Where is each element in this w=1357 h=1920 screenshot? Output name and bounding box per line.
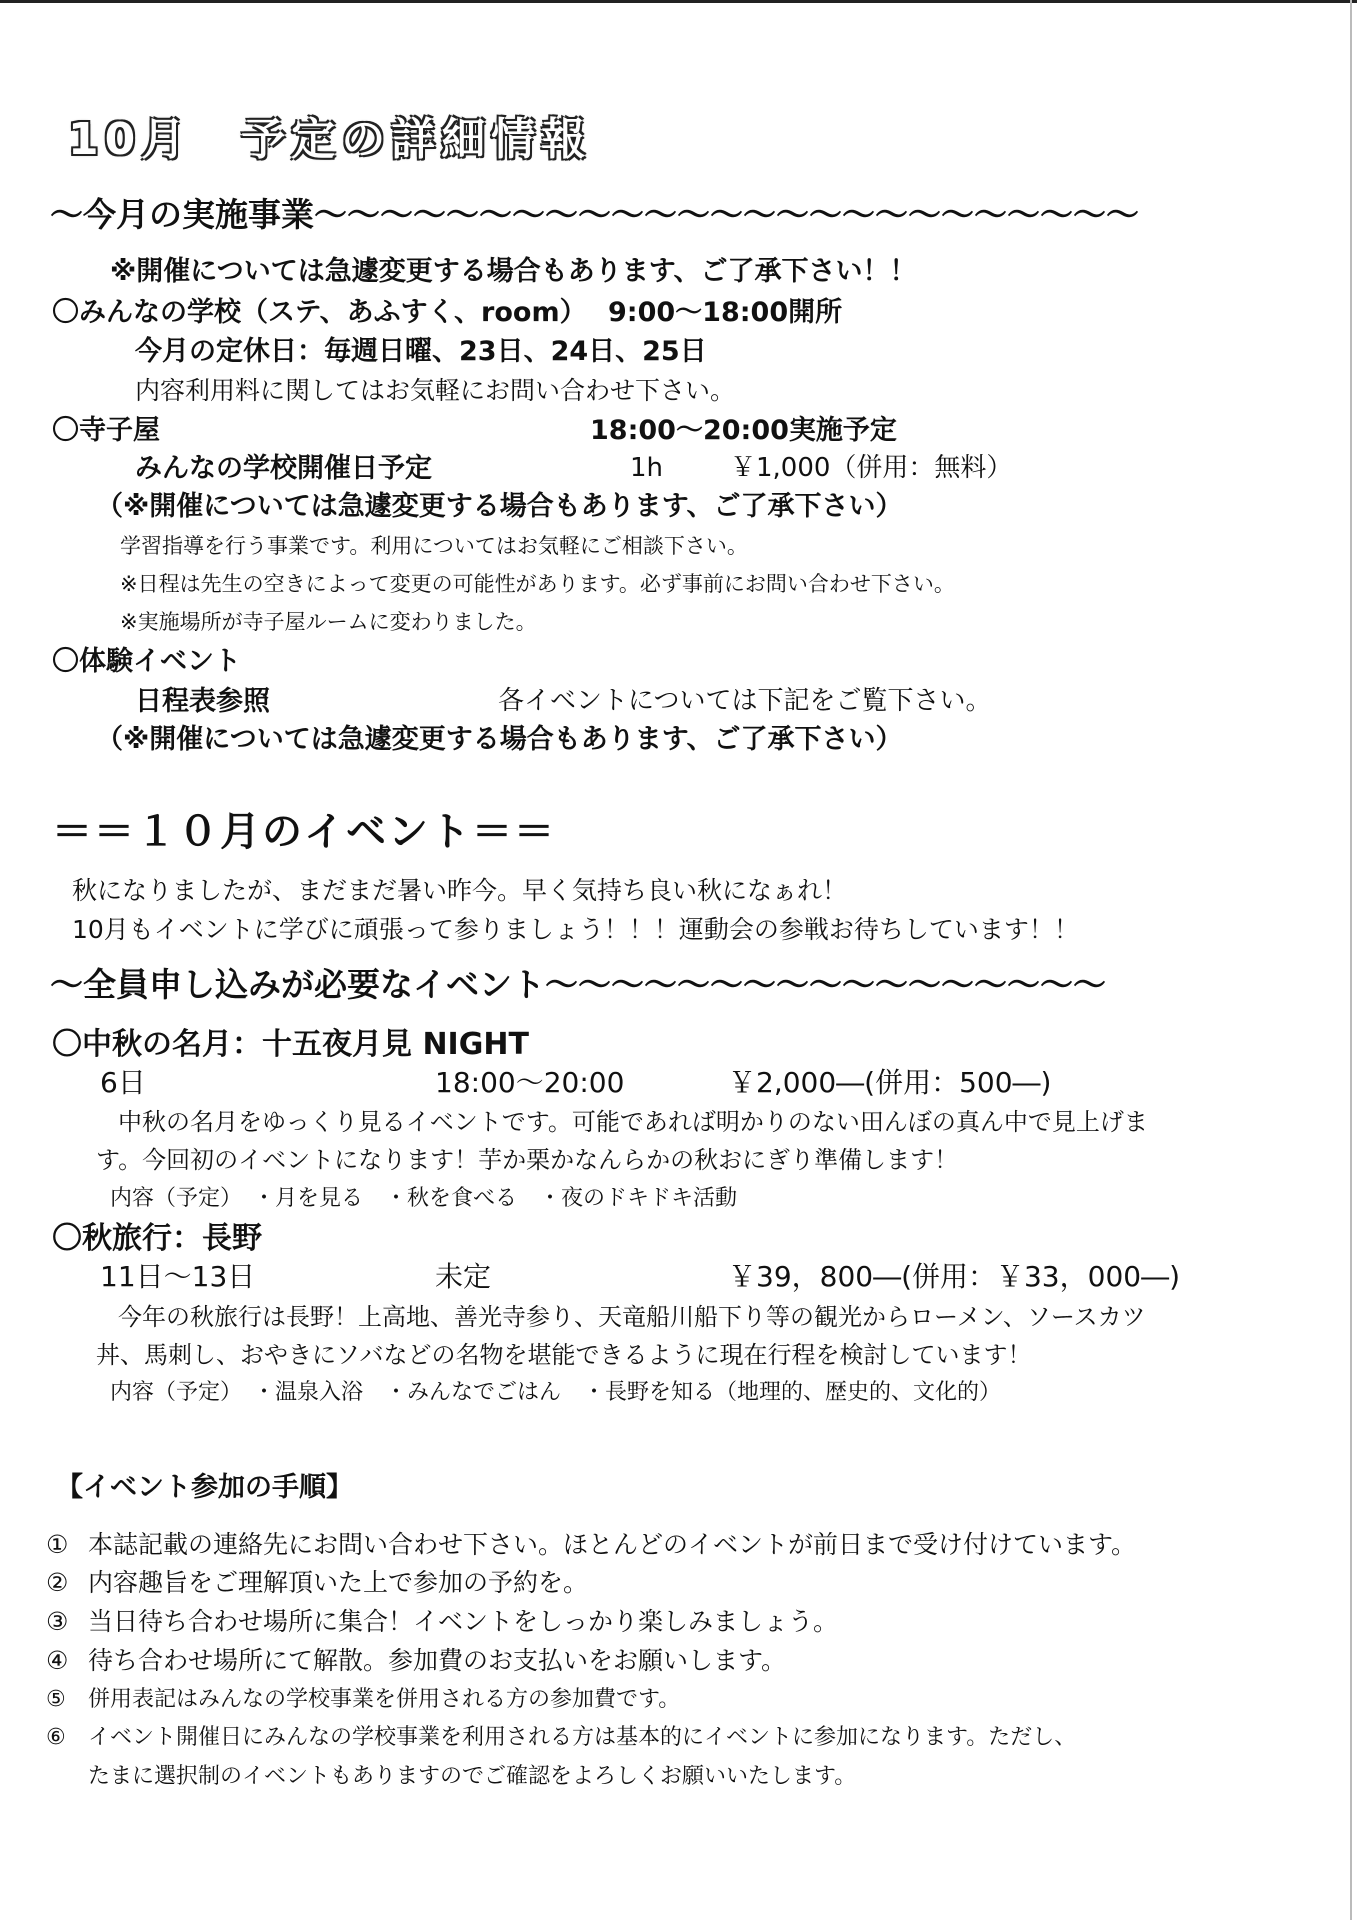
trip-event-name: 〇秋旅行：長野	[52, 1221, 262, 1256]
experience-schedule: 日程表参照	[135, 686, 270, 717]
moon-event-desc-1: 中秋の名月をゆっくり見るイベントです。可能であれば明かりのない田んぼの真ん中で見上げま	[118, 1108, 1148, 1136]
moon-event-time: 18:00～20:00	[435, 1066, 625, 1099]
terakoya-desc-1: 学習指導を行う事業です。利用についてはお気軽にご相談下さい。	[120, 534, 748, 558]
procedure-step-5	[46, 1689, 680, 1711]
trip-event-desc-1: 今年の秋旅行は長野！上高地、善光寺参り、天竜船川船下り等の観光からローメン、ソースカツ	[118, 1303, 1146, 1331]
step-text: イベント開催日にみんなの学校事業を利用される方は基本的にイベントに参加になります。ただし、	[88, 1725, 1077, 1750]
events-section-header: ＝＝１０月のイベント＝＝	[52, 809, 556, 855]
terakoya-time: 18:00～20:00実施予定	[590, 415, 897, 446]
step-text: 当日待ち合わせ場所に集合！イベントをしっかり楽しみましょう。	[88, 1607, 839, 1636]
step-number: ②	[46, 1568, 69, 1597]
step-number: ⑥	[46, 1725, 66, 1750]
terakoya-unit: 1h	[630, 453, 664, 483]
experience-name: 〇体験イベント	[52, 646, 241, 677]
moon-event-date: 6日	[100, 1066, 146, 1099]
step-number: ①	[46, 1530, 69, 1559]
terakoya-name: 〇寺子屋	[52, 415, 160, 446]
page-title: 10月 予定の詳細情報	[68, 114, 592, 165]
trip-event-time: 未定	[435, 1260, 492, 1293]
school-hours: 9:00～18:00開所	[608, 297, 843, 328]
trip-event-desc-2: 丼、馬刺し、おやきにソバなどの名物を堪能できるように現在行程を検討しています！	[96, 1341, 1032, 1369]
moon-event-content: 内容（予定） ・月を見る ・秋を食べる ・夜のドキドキ活動	[110, 1186, 738, 1211]
monthly-notice: ※開催については急遽変更する場合もあります、ご了承下さい！！	[110, 256, 917, 287]
monthly-section-header: ～今月の実施事業～～～～～～～～～～～～～～～～～～～～～～～～～	[50, 195, 1139, 234]
trip-event-content: 内容（予定） ・温泉入浴 ・みんなでごはん ・長野を知る（地理的、歴史的、文化的）	[110, 1380, 1002, 1405]
step-text: 内容趣旨をご理解頂いた上で参加の予約を。	[88, 1568, 589, 1597]
moon-event-price: ￥2,000―(併用：500―)	[728, 1066, 1052, 1099]
step-text: 併用表記はみんなの学校事業を併用される方の参加費です。	[88, 1687, 681, 1712]
procedure-step-3	[46, 1609, 838, 1634]
school-holidays: 今月の定休日：毎週日曜、23日、24日、25日	[135, 336, 707, 367]
step-text: 本誌記載の連絡先にお問い合わせ下さい。ほとんどのイベントが前日まで受け付けています。	[88, 1530, 1137, 1559]
trip-event-price: ￥39，800―(併用：￥33，000―)	[728, 1260, 1180, 1293]
scan-edge-top	[0, 0, 1357, 3]
terakoya-desc-3: ※実施場所が寺子屋ルームに変わりました。	[120, 610, 537, 634]
procedure-header: 【イベント参加の手順】	[56, 1472, 353, 1503]
step-number: ④	[46, 1646, 69, 1675]
procedure-step-1	[46, 1532, 1136, 1557]
procedure-step-2	[46, 1570, 588, 1595]
trip-event-date: 11日～13日	[100, 1260, 256, 1293]
school-fee-note: 内容利用料に関してはお気軽にお問い合わせ下さい。	[135, 376, 736, 405]
procedure-step-6	[46, 1727, 1076, 1749]
required-events-header: ～全員申し込みが必要なイベント～～～～～～～～～～～～～～～～～	[50, 965, 1106, 1004]
step-text: 待ち合わせ場所にて解散。参加費のお支払いをお願いします。	[88, 1646, 787, 1675]
events-intro-2: 10月もイベントに学びに頑張って参りましょう！！！運動会の参戦お待ちしています！！	[72, 915, 1079, 944]
terakoya-price: ￥1,000（併用：無料）	[730, 453, 1013, 483]
scan-edge-right	[1350, 0, 1352, 1920]
terakoya-notice: （※開催については急遽変更する場合もあります、ご了承下さい）	[96, 491, 903, 522]
events-intro-1: 秋になりましたが、まだまだ暑い昨今。早く気持ち良い秋になぁれ！	[72, 876, 848, 905]
terakoya-desc-2: ※日程は先生の空きによって変更の可能性があります。必ず事前にお問い合わせ下さい。	[120, 572, 955, 596]
procedure-step-6-continuation: たまに選択制のイベントもありますのでご確認をよろしくお願いいたします。	[88, 1764, 857, 1789]
procedure-step-4	[46, 1648, 786, 1673]
school-name: 〇みんなの学校（ステ、あふすく、room）	[52, 297, 587, 328]
moon-event-desc-2: す。今回初のイベントになります！芋か栗かなんらかの秋おにぎり準備します！	[96, 1146, 959, 1174]
experience-notice: （※開催については急遽変更する場合もあります、ご了承下さい）	[96, 724, 903, 755]
experience-see-below: 各イベントについては下記をご覧下さい。	[498, 686, 992, 716]
step-number: ③	[46, 1607, 69, 1636]
terakoya-days: みんなの学校開催日予定	[135, 453, 432, 484]
step-number: ⑤	[46, 1687, 66, 1712]
moon-event-name: 〇中秋の名月：十五夜月見 NIGHT	[52, 1027, 529, 1062]
